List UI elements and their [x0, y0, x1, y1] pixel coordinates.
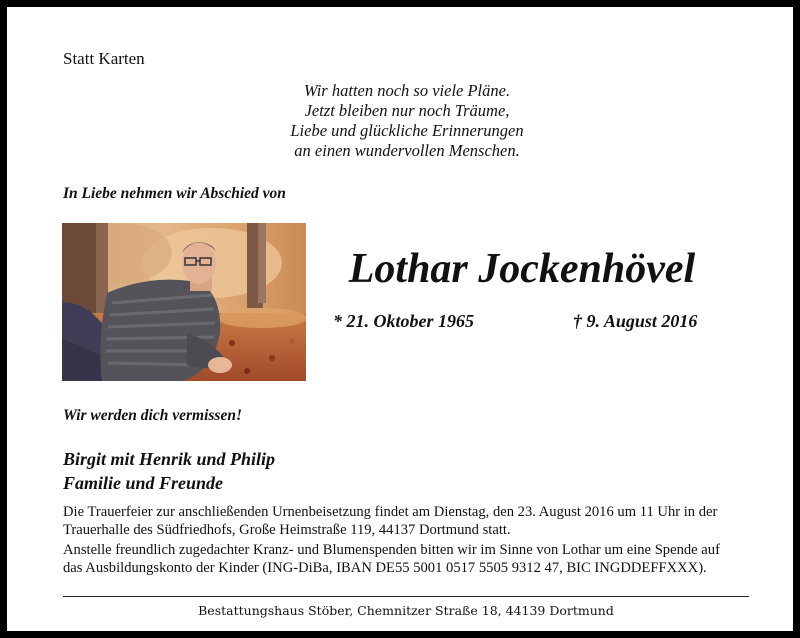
- mourners: [63, 447, 275, 495]
- footer-divider: [63, 596, 749, 597]
- death-date: † 9. August 2016: [573, 311, 698, 331]
- poem-line: an einen wundervollen Menschen.: [294, 141, 520, 160]
- closing-line: Wir werden dich vermissen!: [63, 407, 242, 424]
- deceased-name: Lothar Jockenhövel: [348, 246, 696, 292]
- funeral-info: [63, 503, 763, 577]
- poem-line: Wir hatten noch so viele Pläne.: [303, 81, 511, 100]
- portrait-photo: [62, 223, 306, 381]
- farewell-intro: In Liebe nehmen wir Abschied von: [63, 185, 286, 202]
- birth-date: * 21. Oktober 1965: [333, 311, 474, 331]
- mourners-line: Familie und Freunde: [63, 473, 224, 493]
- info-line: Anstelle freundlich zugedachter Kranz- und Blumenspenden bitten wir im Sinne von Lothar um eine Spende auf das Ausbildungskonto der Kinder (ING-DiBa, IBAN DE55 5001 0517 5505 9312 47, BIC INGDDEFFXXX).: [63, 542, 720, 576]
- poem: [207, 81, 607, 161]
- funeral-home-footer: Bestattungshaus Stöber, Chemnitzer Straße 18, 44139 Dortmund: [198, 603, 614, 618]
- mourners-line: Birgit mit Henrik und Philip: [63, 449, 276, 469]
- poem-line: Jetzt bleiben nur noch Träume,: [304, 101, 510, 120]
- statt-karten-label: Statt Karten: [63, 49, 145, 68]
- info-line: Die Trauerfeier zur anschließenden Urnenbeisetzung findet am Dienstag, den 23. August 2016 um 11 Uhr in der Trauerhalle des Südfriedhofs, Große Heimstraße 119, 44137 Dortmund statt.: [63, 504, 718, 538]
- poem-line: Liebe und glückliche Erinnerungen: [290, 121, 524, 140]
